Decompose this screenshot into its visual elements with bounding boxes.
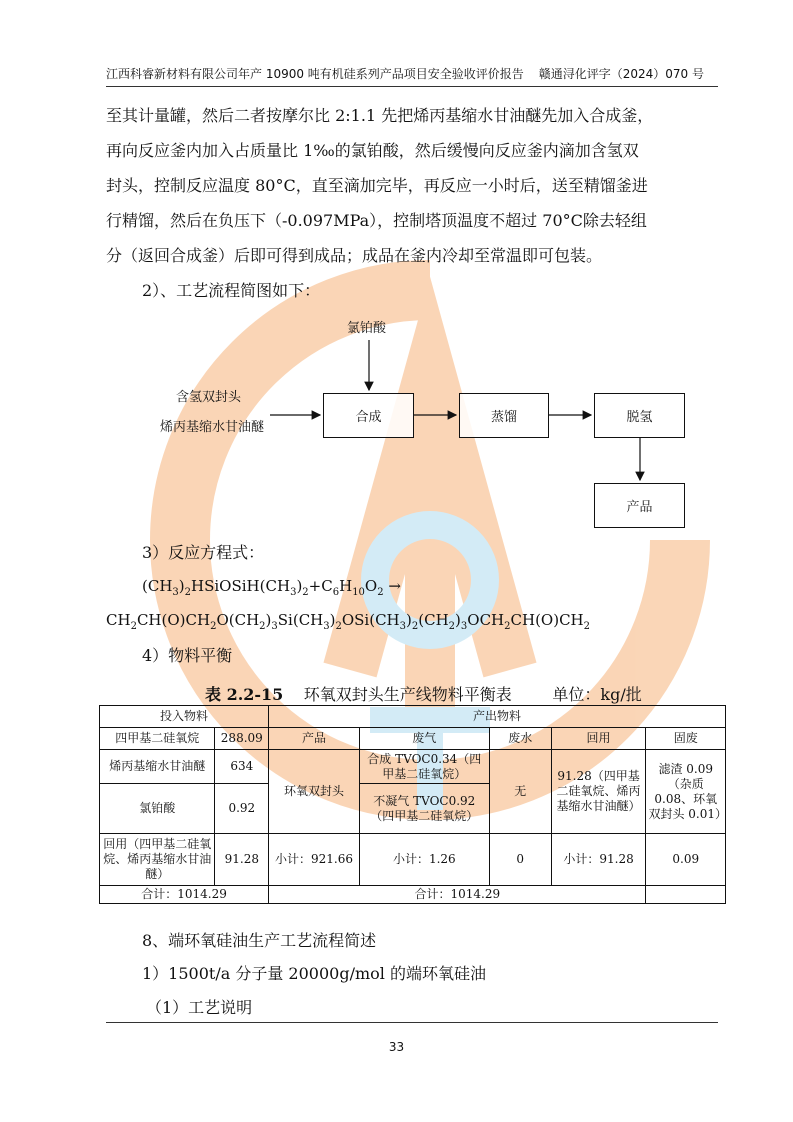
output-gas-noncondensable: 不凝气 TVOC0.92（四甲基二硅氧烷） <box>359 784 489 834</box>
subsection-1-1-heading: （1）工艺说明 <box>146 998 253 1017</box>
reaction-equation-heading: 3）反应方程式： <box>142 543 265 562</box>
flow-box-distillation: 蒸馏 <box>459 393 549 438</box>
col-waste-water: 废水 <box>489 728 551 750</box>
col-product: 产品 <box>269 728 360 750</box>
header-divider <box>106 86 718 87</box>
footer-divider <box>106 1022 718 1023</box>
output-water: 无 <box>489 750 551 834</box>
output-solid: 滤渣 0.09（杂质 0.08、环氧双封头 0.01） <box>646 750 726 834</box>
header-report-title: 江西科睿新材料有限公司年产 10900 吨有机硅系列产品项目安全验收评价报告 <box>106 67 524 81</box>
flow-box-product: 产品 <box>594 483 685 528</box>
material-balance-heading: 4）物料平衡 <box>142 646 233 665</box>
input-name-age: 烯丙基缩水甘油醚 <box>100 750 215 784</box>
total-input: 合计：1014.29 <box>100 886 269 904</box>
flow-chart-heading: 2）、工艺流程简图如下： <box>142 281 321 300</box>
subsection-1-heading: 1）1500t/a 分子量 20000g/mol 的端环氧硅油 <box>142 964 486 983</box>
flow-input-catalyst: 氯铂酸 <box>347 321 387 336</box>
subtotal-recycle: 小计：91.28 <box>551 834 646 886</box>
input-name-tmds: 四甲基二硅氧烷 <box>100 728 215 750</box>
flow-box-synthesis: 合成 <box>323 393 414 438</box>
input-value-tmds: 288.09 <box>215 728 269 750</box>
subtotal-solid: 0.09 <box>646 834 726 886</box>
input-value-age: 634 <box>215 750 269 784</box>
table-number: 表 2.2-15 <box>205 685 284 704</box>
subtotal-water: 0 <box>489 834 551 886</box>
input-name-recycle: 回用（四甲基二硅氧烷、烯丙基缩水甘油醚） <box>100 834 215 886</box>
table-caption <box>205 682 642 705</box>
page-header <box>106 66 718 82</box>
col-solid-waste: 固废 <box>646 728 726 750</box>
flow-input-hydrogen-disiloxane: 含氢双封头 <box>176 390 242 405</box>
page-number: 33 <box>388 1040 405 1054</box>
section-8-heading: 8、端环氧硅油生产工艺流程简述 <box>142 931 377 950</box>
reaction-equation-reactants: $(CH_3)_2HSiOSiH(CH_3)_2+C_6H_{10}O_2$ → <box>142 577 401 598</box>
total-empty-cell <box>646 886 726 904</box>
paragraph-line: 行精馏，然后在负压下（-0.097MPa），控制塔顶温度不超过 70°C除去轻组 <box>106 211 647 230</box>
output-product: 环氧双封头 <box>269 750 360 834</box>
output-gas-synthesis: 合成 TVOC0.34（四甲基二硅氧烷） <box>359 750 489 784</box>
subtotal-product: 小计：921.66 <box>269 834 360 886</box>
total-output: 合计：1014.29 <box>269 886 646 904</box>
input-value-catalyst: 0.92 <box>215 784 269 834</box>
material-balance-table <box>99 705 726 904</box>
output-recycle: 91.28（四甲基二硅氧烷、烯丙基缩水甘油醚） <box>551 750 646 834</box>
col-waste-gas: 废气 <box>359 728 489 750</box>
input-name-catalyst: 氯铂酸 <box>100 784 215 834</box>
paragraph-line: 再向反应釜内加入占质量比 1‰的氯铂酸，然后缓慢向反应釜内滴加含氢双 <box>106 141 639 160</box>
header-report-number: 赣通浔化评字（2024）070 号 <box>538 67 704 81</box>
paragraph-line: 分（返回合成釜）后即可得到成品；成品在釜内冷却至常温即可包装。 <box>106 246 603 265</box>
reaction-equation-product: $CH_2CH(O)CH_2O(CH_2)_3Si(CH_3)_2OSi(CH_3)_2(CH_2)_3OCH_2CH(O)CH_2$ <box>106 611 591 632</box>
flow-input-allyl-glycidyl-ether: 烯丙基缩水甘油醚 <box>160 420 265 435</box>
table-unit: 单位：kg/批 <box>552 685 642 704</box>
col-recycle: 回用 <box>551 728 646 750</box>
header-output-materials: 产出物料 <box>269 706 726 728</box>
paragraph-line: 至其计量罐，然后二者按摩尔比 2:1.1 先把烯丙基缩水甘油醚先加入合成釜， <box>106 106 654 125</box>
header-input-materials: 投入物料 <box>100 706 269 728</box>
paragraph-line: 封头，控制反应温度 80°C，直至滴加完毕，再反应一小时后，送至精馏釜进 <box>106 176 648 195</box>
subtotal-gas: 小计：1.26 <box>359 834 489 886</box>
process-description-paragraph <box>106 98 720 273</box>
input-value-recycle: 91.28 <box>215 834 269 886</box>
table-title: 环氧双封头生产线物料平衡表 <box>303 685 512 704</box>
flow-box-dehydrogenation: 脱氢 <box>594 393 685 438</box>
